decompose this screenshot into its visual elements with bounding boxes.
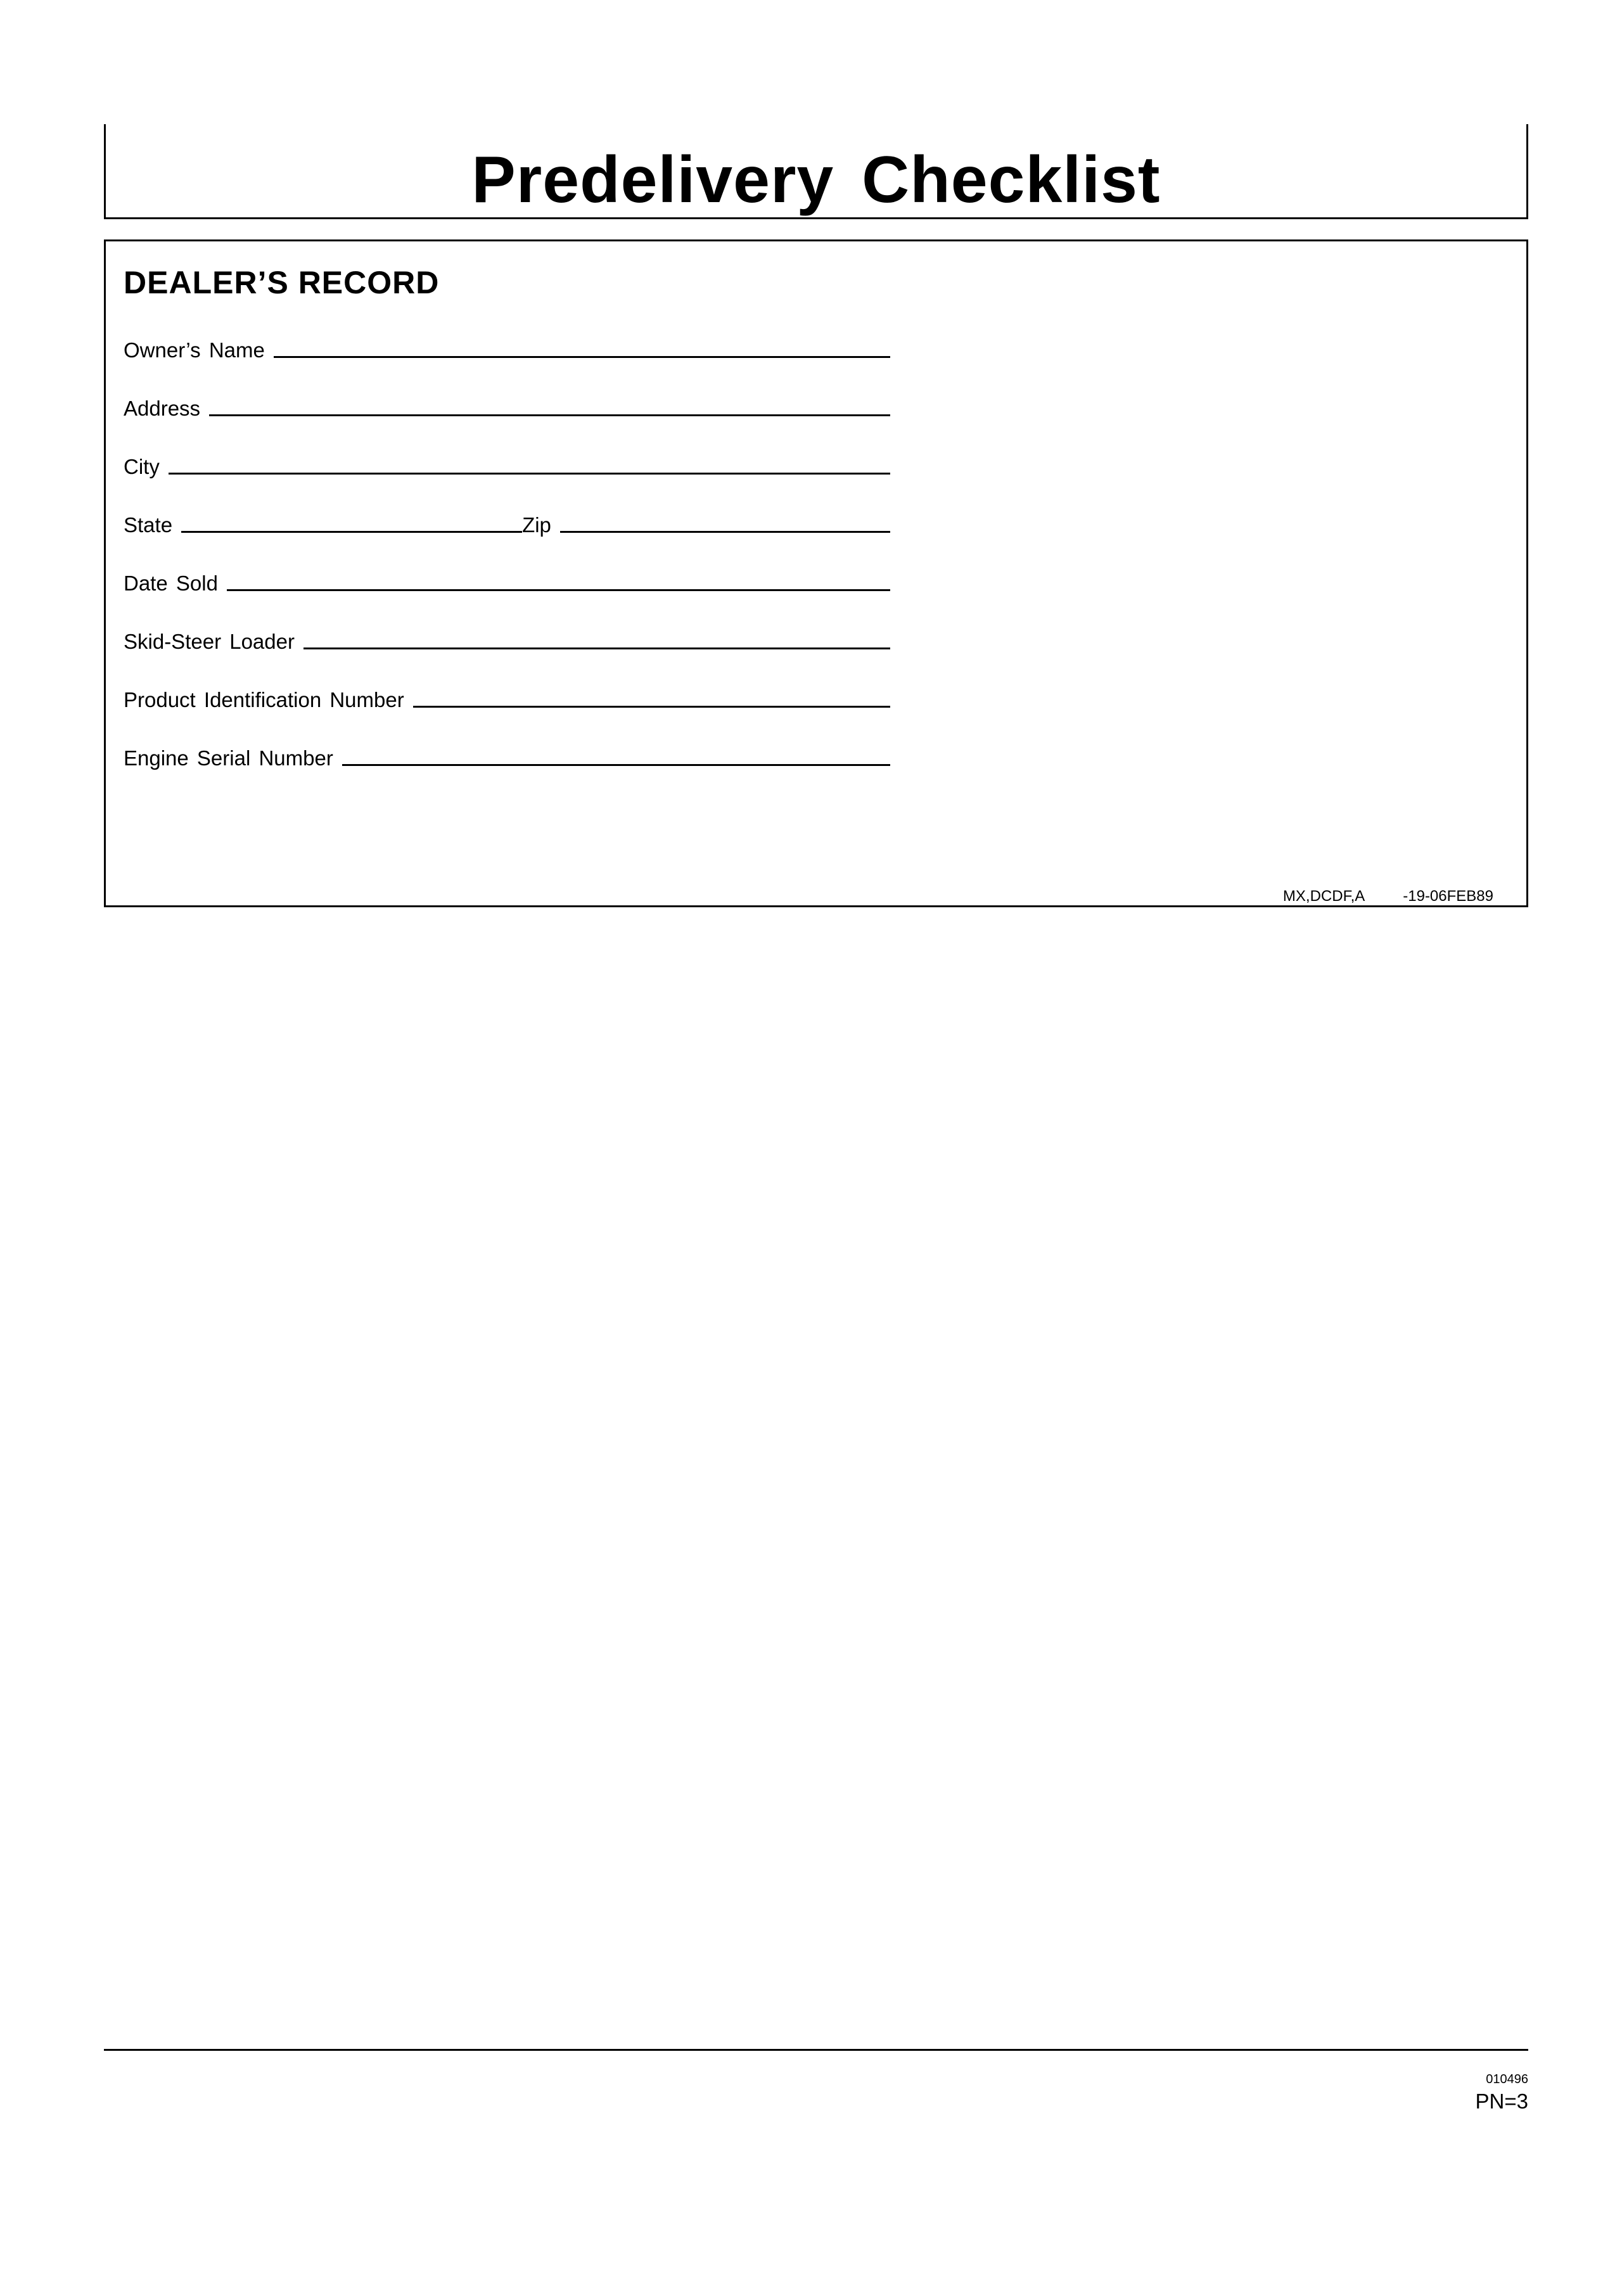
skid-steer-loader-label: Skid-Steer Loader: [124, 630, 295, 653]
product-identification-number-field[interactable]: [413, 706, 890, 708]
date-sold-field[interactable]: [227, 589, 890, 591]
record-code: [1283, 889, 1493, 904]
dealers-record-box: [104, 239, 1528, 907]
address-row: [124, 392, 890, 420]
state-label: State: [124, 513, 173, 537]
footer-code: 010496: [1486, 2072, 1528, 2086]
address-label: Address: [124, 397, 201, 420]
owners-name-row: [124, 334, 890, 362]
zip-field[interactable]: [560, 531, 890, 533]
page-title: Predelivery Checklist: [471, 143, 1161, 217]
zip-label: Zip: [522, 513, 551, 537]
footer-divider: [104, 2049, 1528, 2051]
skid-steer-loader-field[interactable]: [303, 647, 890, 649]
product-identification-number-row: [124, 684, 890, 711]
address-field[interactable]: [209, 414, 890, 416]
skid-steer-loader-row: [124, 625, 890, 653]
engine-serial-number-row: [124, 742, 890, 770]
state-field[interactable]: [181, 531, 522, 533]
page-number: PN=3: [1475, 2089, 1528, 2113]
owners-name-field[interactable]: [274, 356, 890, 358]
state-zip-row: [124, 509, 890, 537]
city-row: [124, 450, 890, 478]
product-identification-number-label: Product Identification Number: [124, 688, 404, 711]
date-sold-row: [124, 567, 890, 595]
date-sold-label: Date Sold: [124, 571, 218, 595]
title-header: [104, 124, 1528, 219]
engine-serial-number-field[interactable]: [342, 764, 890, 766]
city-label: City: [124, 455, 160, 478]
city-field[interactable]: [169, 473, 890, 475]
engine-serial-number-label: Engine Serial Number: [124, 746, 333, 770]
record-code-right: -19-06FEB89: [1403, 888, 1493, 905]
owners-name-label: Owner’s Name: [124, 338, 265, 362]
record-code-left: MX,DCDF,A: [1282, 888, 1365, 905]
dealers-record-heading: DEALER’S RECORD: [124, 265, 440, 300]
